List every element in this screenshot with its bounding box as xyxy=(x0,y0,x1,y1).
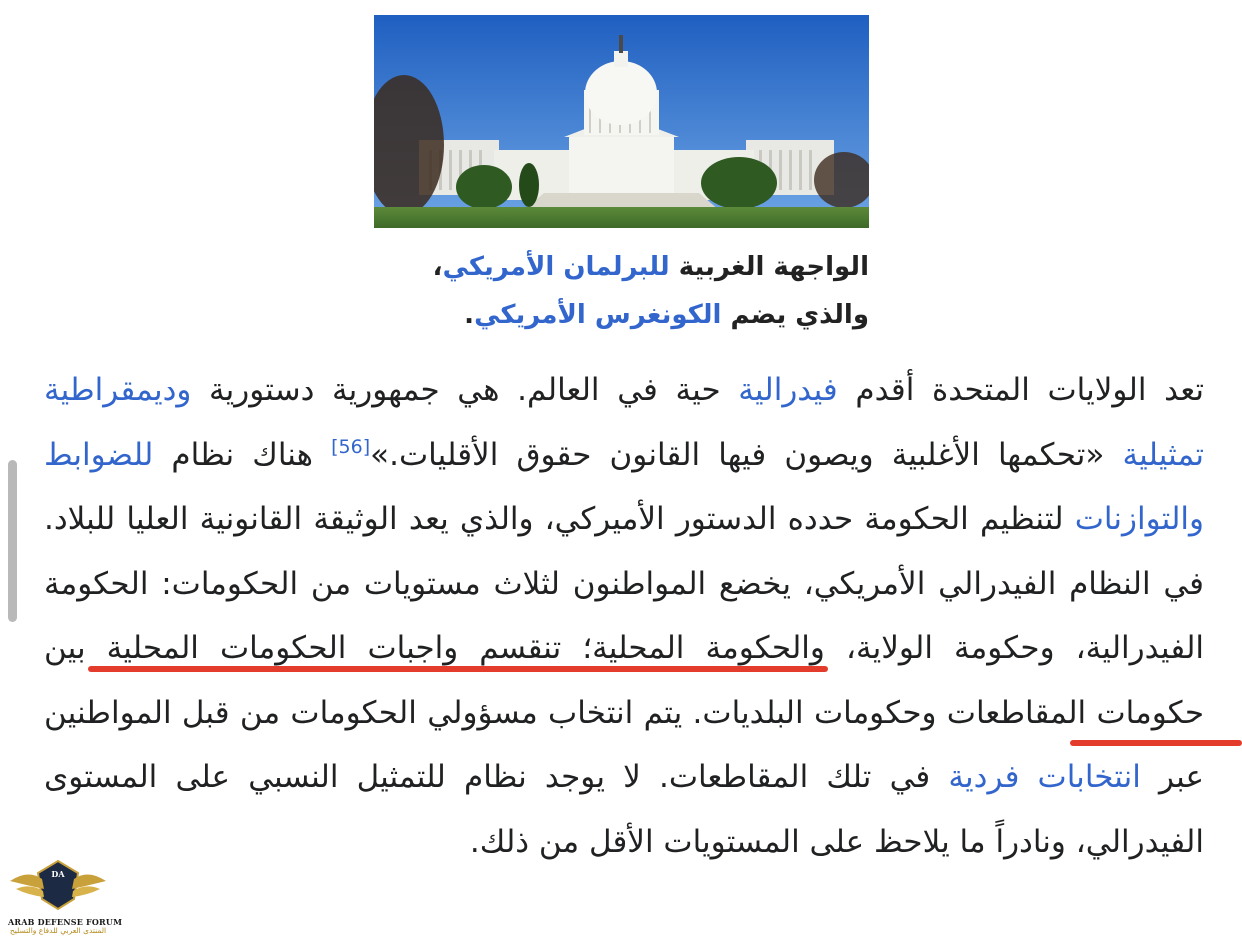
logo-name: ARAB DEFENSE FORUM xyxy=(8,917,123,927)
article-text: حية في العالم. هي جمهورية دستورية xyxy=(191,372,739,408)
highlight-underline xyxy=(88,666,828,672)
eagle-emblem-icon xyxy=(8,855,108,917)
logo-arabic-name: المنتدى العربي للدفاع والتسليح xyxy=(9,926,107,935)
caption-text: الواجهة الغربية xyxy=(669,252,869,282)
link-single-member-elections[interactable]: انتخابات فردية xyxy=(948,759,1141,795)
article-text: هناك نظام xyxy=(153,436,332,473)
article-paragraph xyxy=(44,358,1204,874)
article-text: في تلك المقاطعات. لا يوجد نظام للتمثيل النسبي على المستوى الفيدرالي، ونادراً ما يلاحظ على المستويات الأقل من ذلك. xyxy=(44,759,1204,860)
capitol-photo[interactable] xyxy=(374,15,869,228)
logo-monogram: DA xyxy=(51,869,65,879)
link-us-congress[interactable]: الكونغرس الأمريكي xyxy=(474,300,722,330)
scrollbar-thumb[interactable] xyxy=(8,460,17,622)
figure-caption xyxy=(374,243,869,339)
caption-comma: ، xyxy=(432,252,443,282)
arab-defense-forum-logo xyxy=(8,855,123,935)
reference-56[interactable]: [56] xyxy=(331,435,371,458)
link-federalism[interactable]: فيدرالية xyxy=(738,372,838,408)
article-text: لتنظيم الحكومة حدده الدستور الأميركي، والذي يعد الوثيقة القانونية العليا للبلاد. في النظام الفيدرالي الأمريكي، يخضع المواطنون لثلاث مستويات من الحكومات: الحكومة الفيدرالية، وحكومة الولاية، والحكومة المحلية؛ تنقسم واجبات الحكومات المحلية بين حكومات المقاطعات وحكومات البلديات. يتم انتخاب مسؤولي الحكومات من قبل المواطنين عبر xyxy=(44,501,1205,795)
article-text: تعد الولايات المتحدة أقدم xyxy=(837,372,1204,408)
link-representative-democracy[interactable]: وديمقراطية تمثيلية xyxy=(44,372,1204,473)
caption-period: . xyxy=(464,300,475,330)
capitol-illustration xyxy=(374,15,869,228)
caption-text-2: والذي يضم xyxy=(721,300,869,330)
article-text: «تحكمها الأغلبية ويصون فيها القانون حقوق الأقليات.» xyxy=(370,436,1123,473)
link-us-parliament[interactable]: للبرلمان الأمريكي xyxy=(442,252,670,282)
highlight-underline-2 xyxy=(1070,740,1242,746)
link-checks-and-balances[interactable]: للضوابط والتوازنات xyxy=(44,436,1204,537)
